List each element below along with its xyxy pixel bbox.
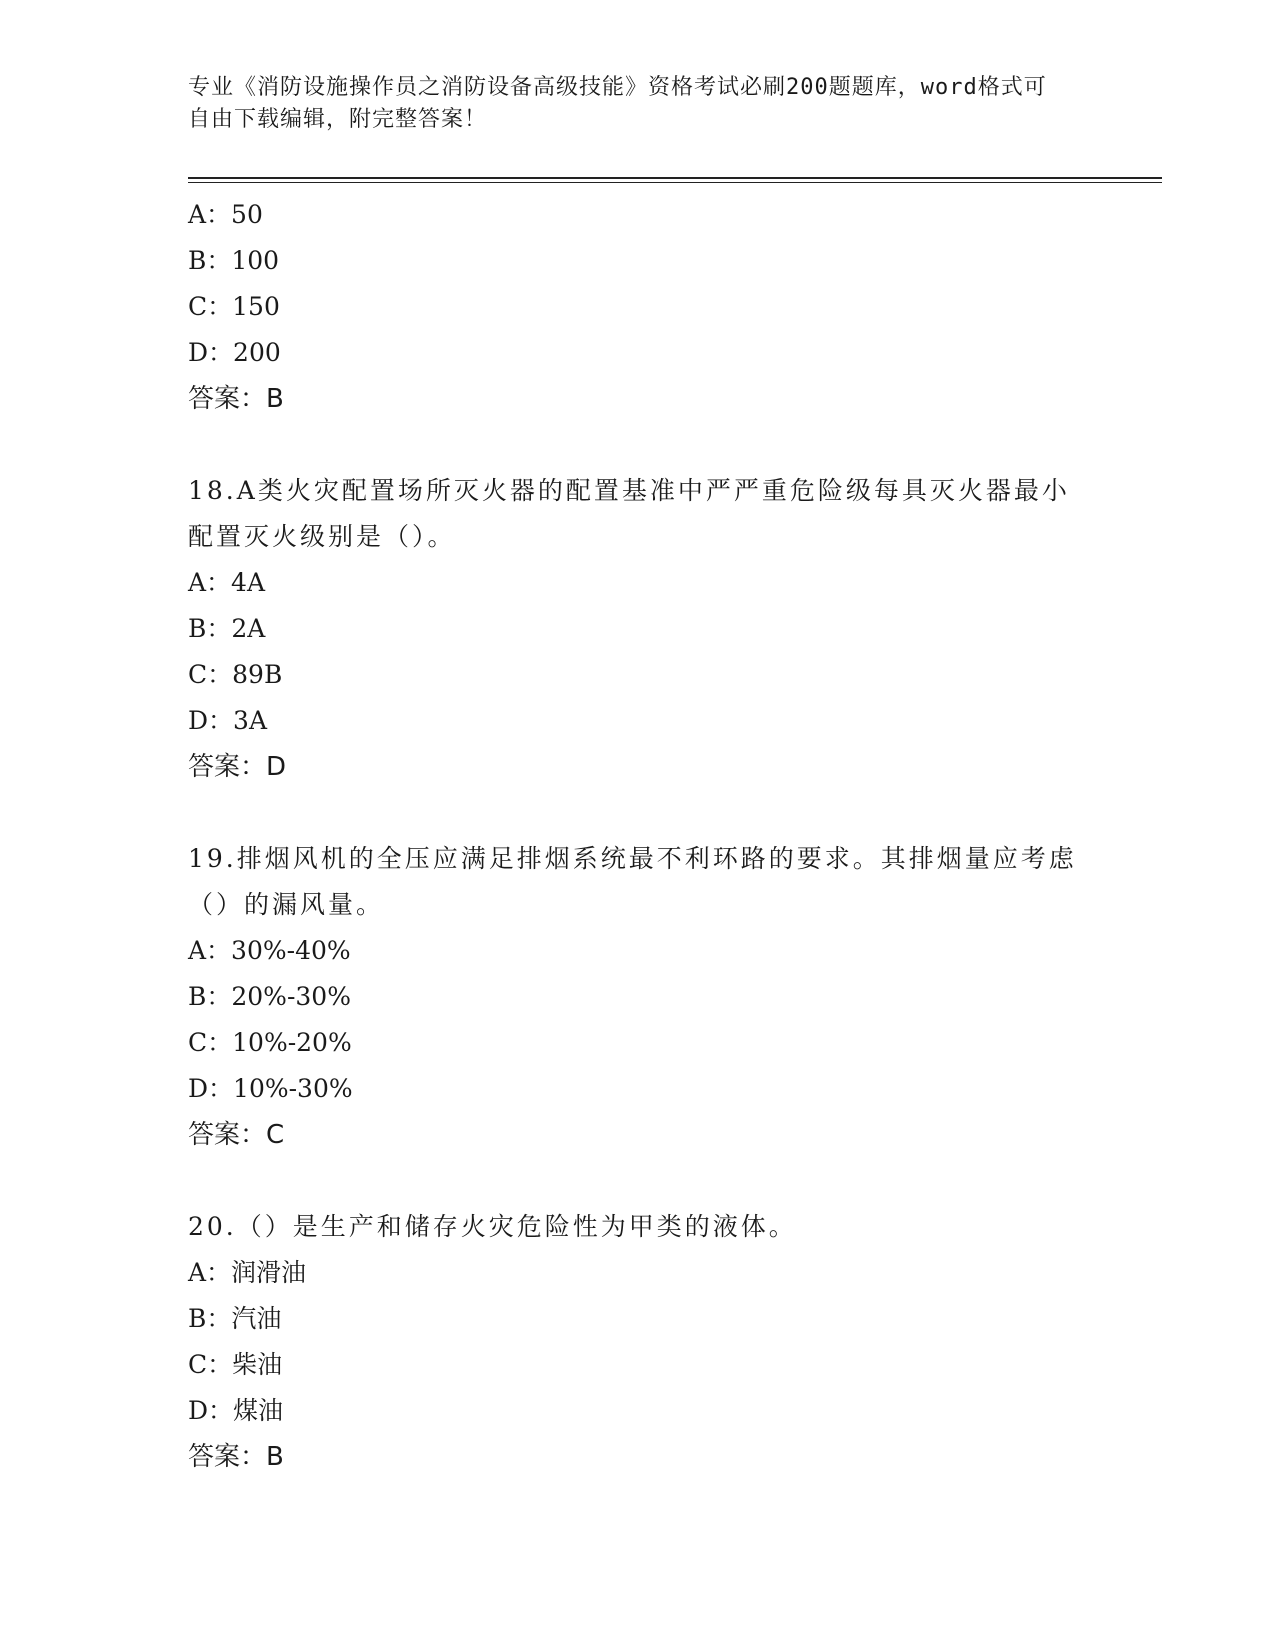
answer-line: 答案：D: [188, 752, 287, 782]
option-c: C：150: [188, 292, 280, 321]
option-a: A：50: [188, 200, 263, 229]
answer-line: 答案：C: [188, 1120, 285, 1150]
option-c: C：10%-20%: [188, 1028, 352, 1057]
option-b: B：2A: [188, 614, 266, 643]
option-c: C：89B: [188, 660, 283, 689]
option-d: D：3A: [188, 706, 268, 735]
question-text: 20.（）是生产和储存火灾危险性为甲类的液体。: [188, 1212, 797, 1241]
answer-line: 答案：B: [188, 384, 284, 414]
question-block-19: [188, 836, 1088, 1158]
option-b: B：100: [188, 246, 280, 275]
question-text: 19.排烟风机的全压应满足排烟系统最不利环路的要求。其排烟量应考虑（）的漏风量。: [188, 844, 1077, 919]
answer-line: 答案：B: [188, 1442, 284, 1472]
header-text: 专业《消防设施操作员之消防设备高级技能》资格考试必刷200题题库，word格式可自由下载编辑，附完整答案！: [188, 75, 1047, 132]
option-a: A：30%-40%: [188, 936, 351, 965]
header-divider-thin: [188, 182, 1162, 183]
question-block-prev: [188, 192, 1088, 422]
question-block-18: [188, 468, 1088, 790]
option-a: A：润滑油: [188, 1258, 307, 1287]
question-list: [188, 192, 1088, 1480]
header-divider-thick: [188, 177, 1162, 179]
question-text: 18.A类火灾配置场所灭火器的配置基准中严严重危险级每具灭火器最小配置灭火级别是（）。: [188, 476, 1070, 551]
option-b: B：20%-30%: [188, 982, 351, 1011]
option-a: A：4A: [188, 568, 266, 597]
question-block-20: [188, 1204, 1088, 1480]
option-c: C：柴油: [188, 1350, 283, 1379]
option-d: D：200: [188, 338, 281, 367]
option-b: B：汽油: [188, 1304, 282, 1333]
document-header: [188, 72, 1068, 136]
option-d: D：煤油: [188, 1396, 284, 1425]
option-d: D：10%-30%: [188, 1074, 353, 1103]
